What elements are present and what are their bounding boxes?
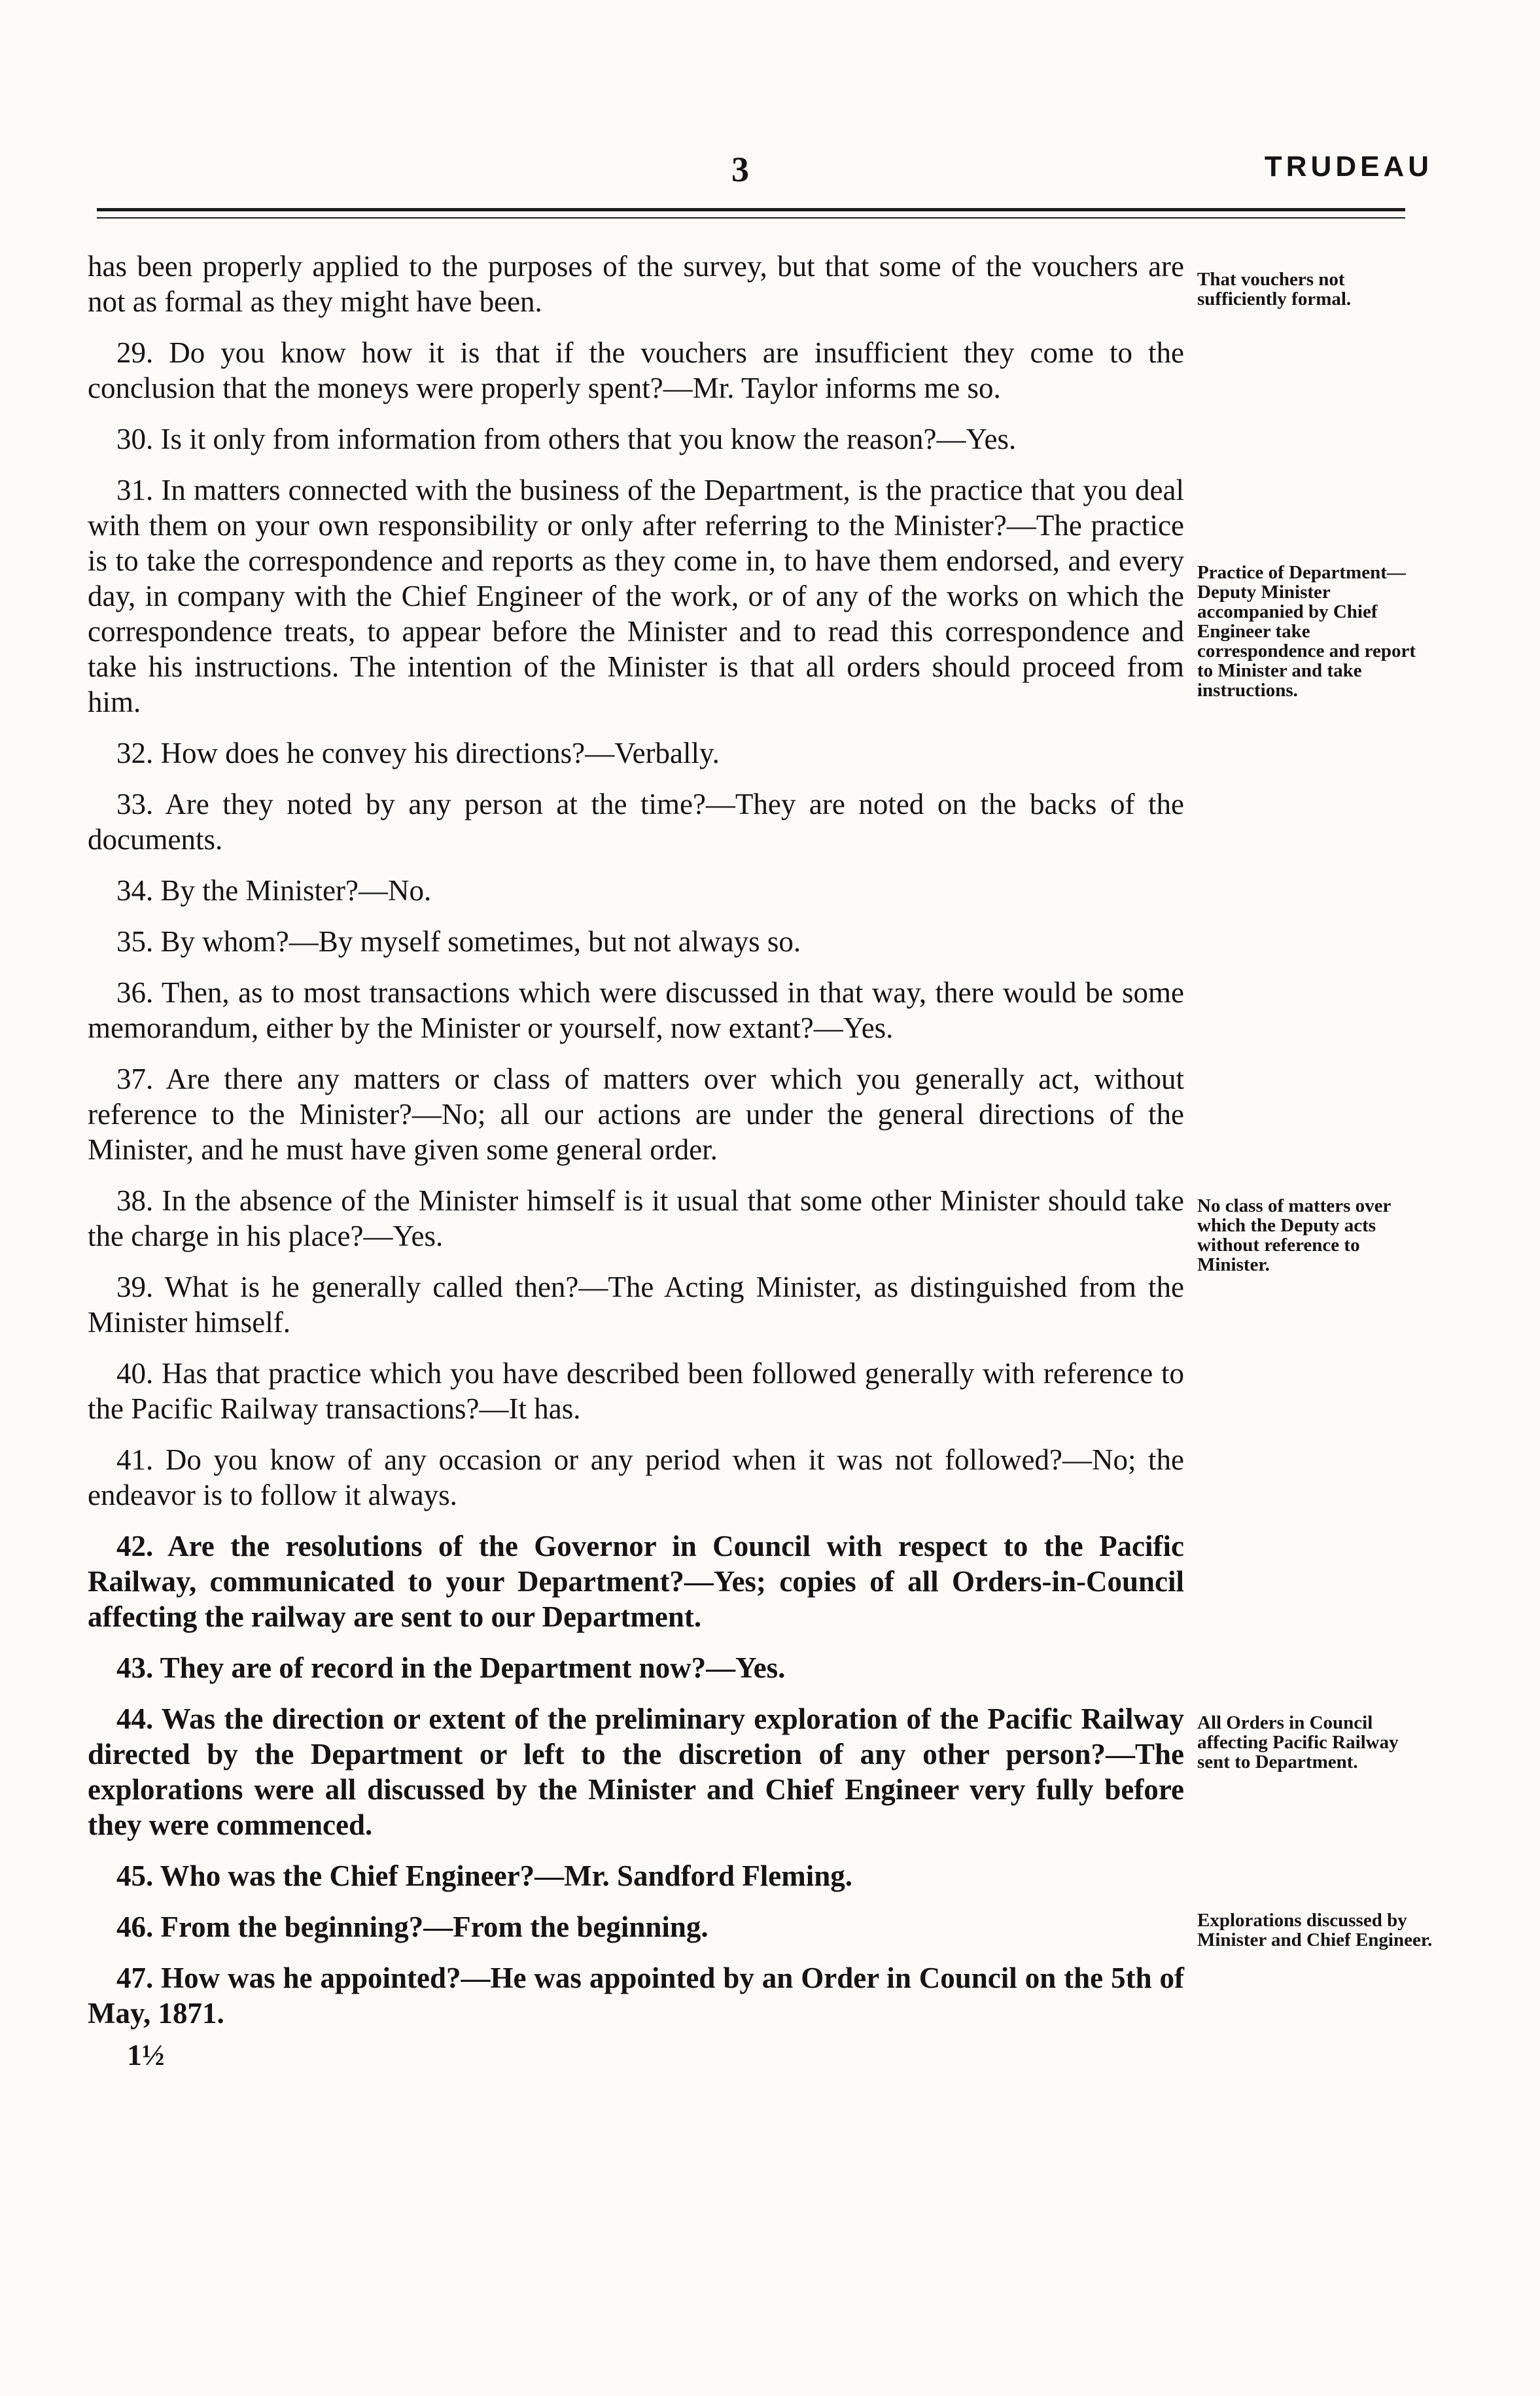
- page-number: 3: [731, 150, 749, 189]
- question-36: 36. Then, as to most transactions which were discussed in that way, there would be some memorandum, either by the Minister or yourself, now extant?—Yes.: [88, 976, 1184, 1044]
- question-39: 39. What is he generally called then?—The Acting Minister, as distinguished from the Minister himself.: [88, 1271, 1184, 1339]
- question-40: 40. Has that practice which you have described been followed generally with reference to the Pacific Railway transactions?—It has.: [88, 1357, 1184, 1425]
- signature-mark: 1½: [127, 2038, 165, 2071]
- question-43: 43. They are of record in the Department now?—Yes.: [116, 1651, 786, 1684]
- question-38: 38. In the absence of the Minister himself is it usual that some other Minister should take the charge in his place?—Yes.: [88, 1184, 1184, 1252]
- running-head: TRUDEAU: [1264, 150, 1433, 183]
- question-41: 41. Do you know of any occasion or any period when it was not followed?—No; the endeavor is to follow it always.: [88, 1443, 1184, 1511]
- margin-note-practice: Practice of Department—Deputy Minister accompanied by Chief Engineer take correspondence and report to Minister and take instructions.: [1197, 562, 1416, 701]
- margin-note-explorations: Explorations discussed by Minister and Chief Engineer.: [1197, 1910, 1433, 1950]
- margin-notes: [1197, 0, 1433, 2396]
- question-46: 46. From the beginning?—From the beginning.: [116, 1911, 709, 1943]
- question-45: 45. Who was the Chief Engineer?—Mr. Sandford Fleming.: [116, 1859, 853, 1892]
- question-33: 33. Are they noted by any person at the time?—They are noted on the backs of the documents.: [88, 788, 1184, 856]
- question-47: 47. How was he appointed?—He was appointed by an Order in Council on the 5th of May, 1871.: [88, 1962, 1184, 2030]
- question-44: 44. Was the direction or extent of the preliminary exploration of the Pacific Railway directed by the Department or left to the discretion of any other person?—The explorations were all discussed by the Minister and Chief Engineer very fully before they were commenced.: [88, 1702, 1184, 1841]
- question-37: 37. Are there any matters or class of matters over which you generally act, without reference to the Minister?—No; all our actions are under the general directions of the Minister, and he must have given some general order.: [88, 1063, 1184, 1166]
- question-30: 30. Is it only from information from others that you know the reason?—Yes.: [116, 423, 1017, 455]
- question-42: 42. Are the resolutions of the Governor in Council with respect to the Pacific Railway, communicated to your Department?—Yes; copies of all Orders-in-Council affecting the railway are sent to our Department.: [88, 1530, 1184, 1633]
- margin-note-no-class: No class of matters over which the Deputy acts without reference to Minister.: [1197, 1195, 1391, 1275]
- question-29: 29. Do you know how it is that if the vouchers are insufficient they come to the conclusion that the moneys were properly spent?—Mr. Taylor informs me so.: [88, 336, 1184, 404]
- margin-note-orders-in-council: All Orders in Council affecting Pacific Railway sent to Department.: [1197, 1712, 1399, 1772]
- page-body: [88, 249, 1184, 2072]
- question-32: 32. How does he convey his directions?—Verbally.: [116, 737, 720, 769]
- margin-note-vouchers: That vouchers not sufficiently formal.: [1197, 269, 1352, 309]
- question-34: 34. By the Minister?—No.: [116, 874, 432, 907]
- paragraph: has been properly applied to the purposes of the survey, but that some of the vouchers are not as formal as they might have been.: [88, 250, 1184, 318]
- question-35: 35. By whom?—By myself sometimes, but not always so.: [116, 925, 801, 958]
- question-31: 31. In matters connected with the business of the Department, is the practice that you deal with them on your own responsibility or only after referring to the Minister?—The practice is to take the correspondence and reports as they come in, to have them endorsed, and every day, in company with the Chief Engineer of the work, or of any of the works on which the correspondence treats, to appear before the Minister and to read this correspondence and take his instructions. The intention of the Minister is that all orders should proceed from him.: [88, 474, 1184, 718]
